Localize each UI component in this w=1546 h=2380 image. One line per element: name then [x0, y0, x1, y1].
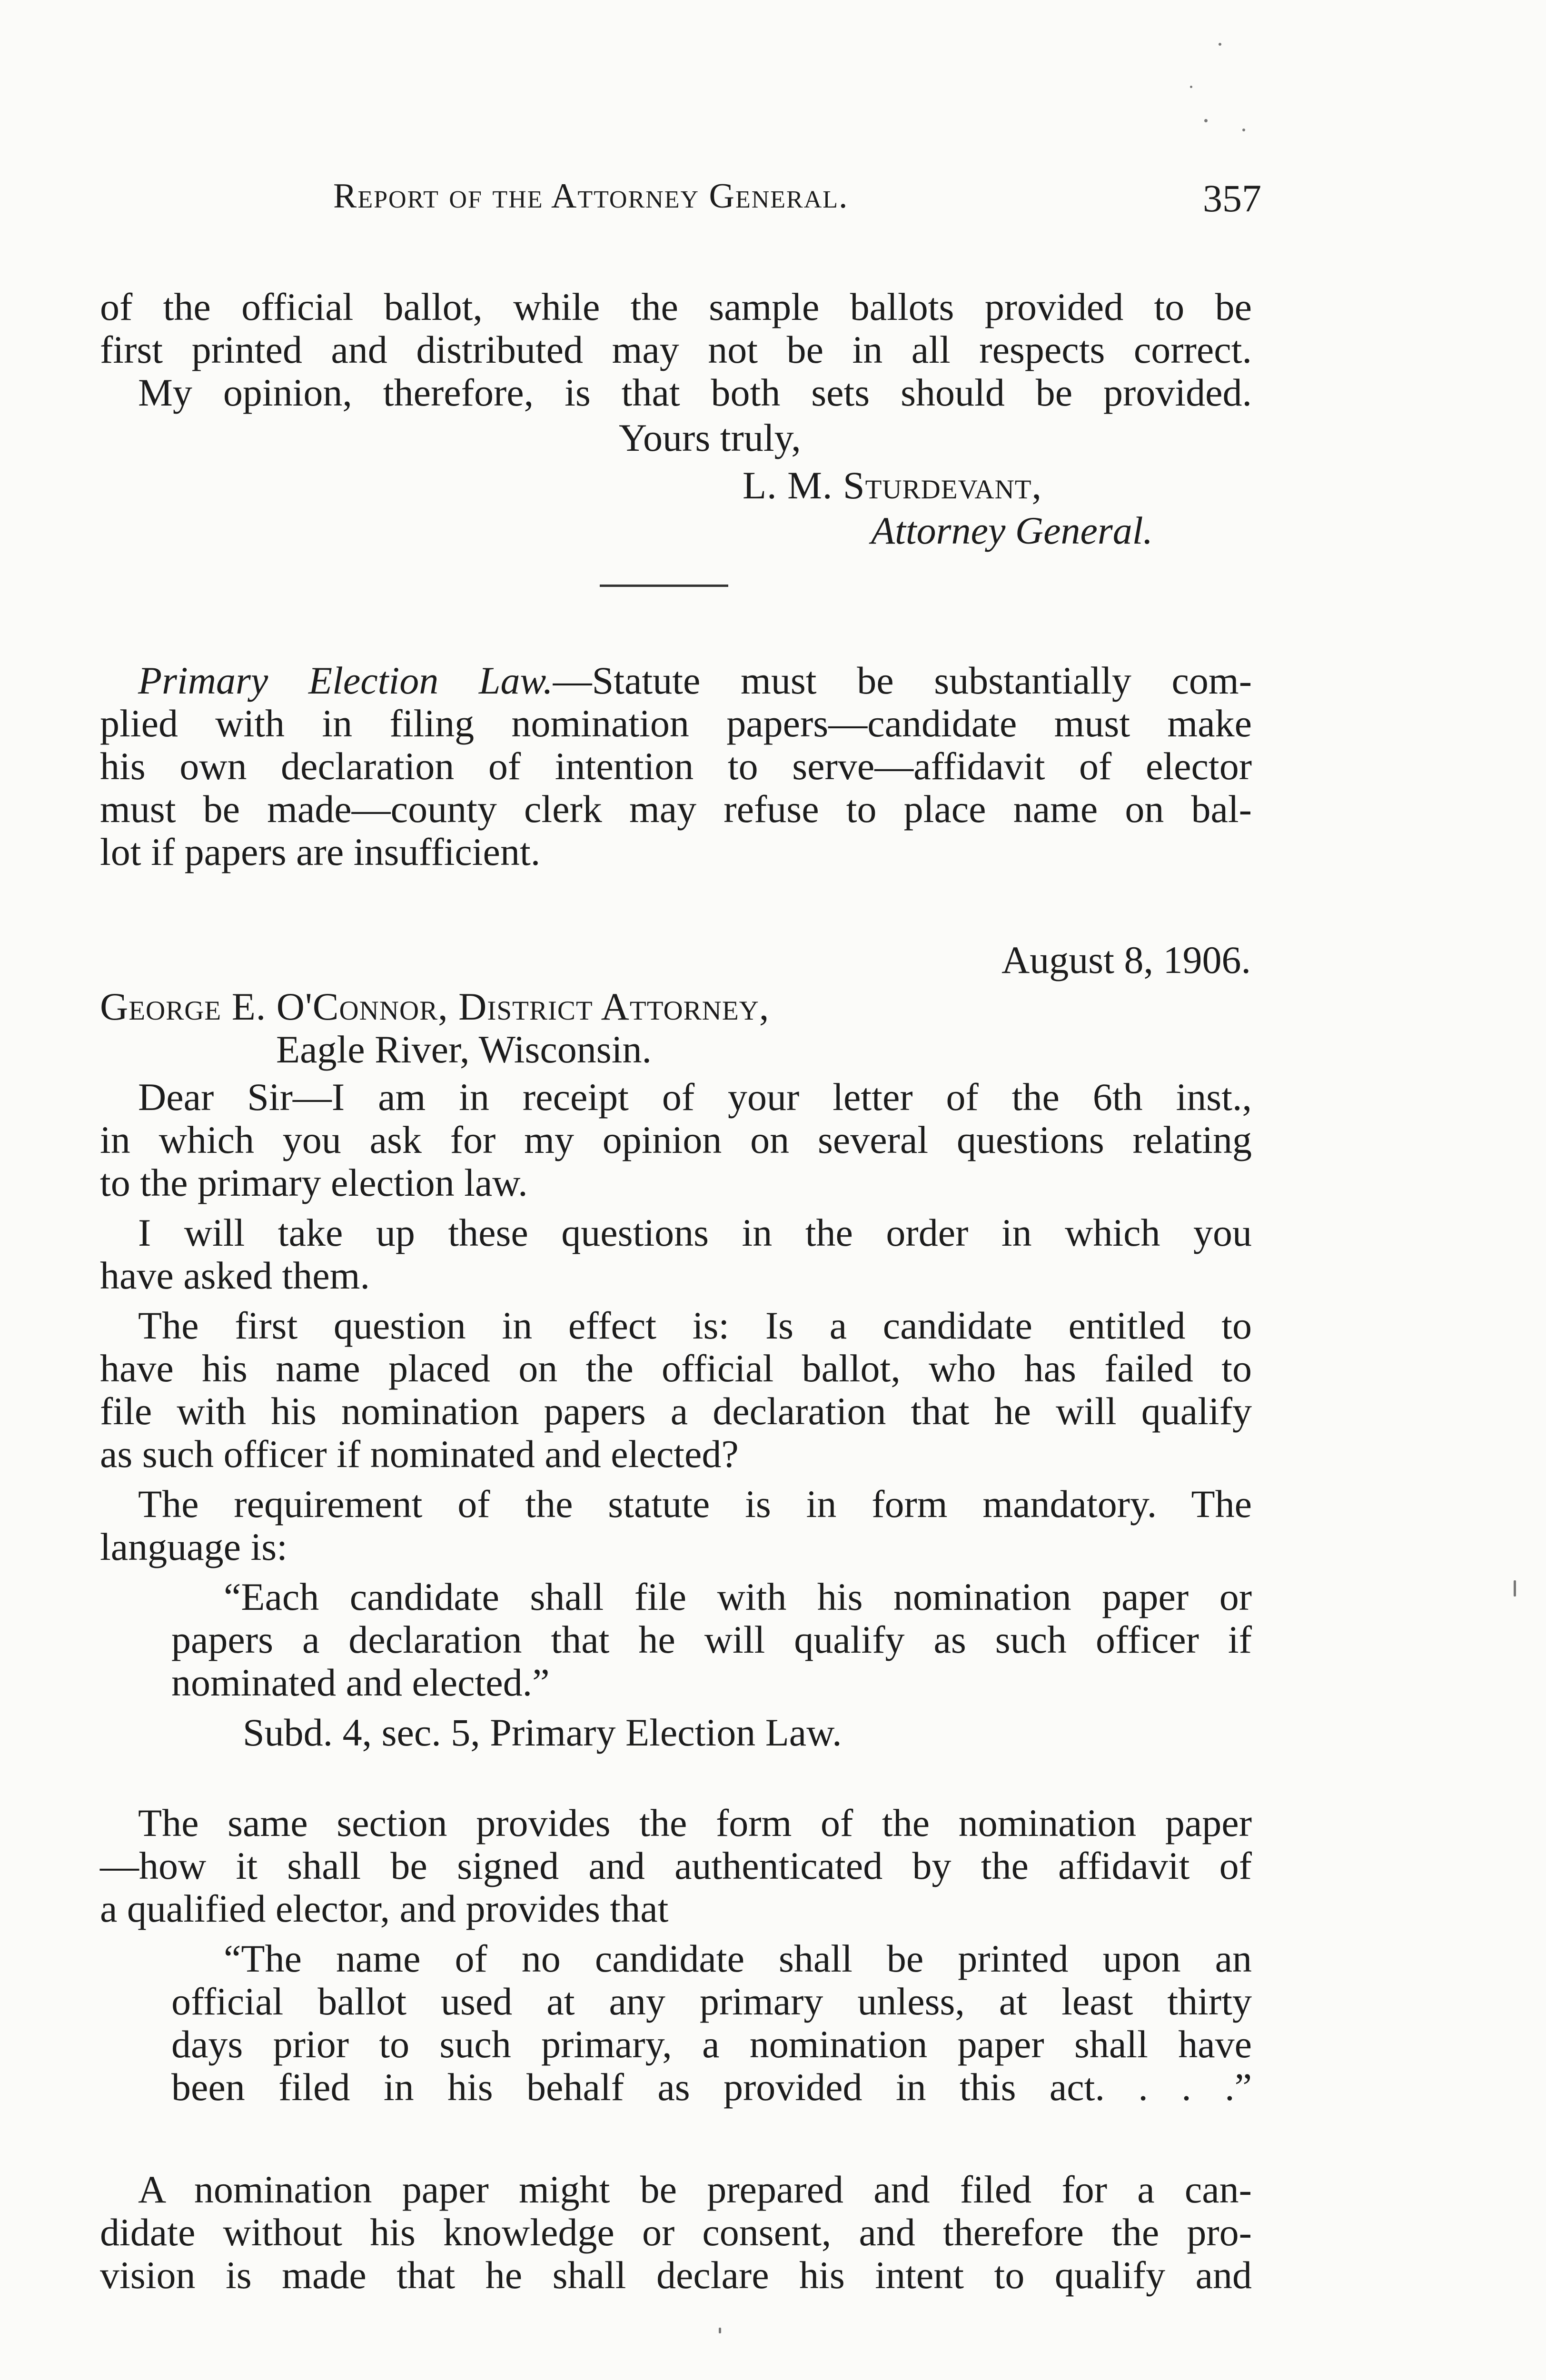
quote-line: “Each candidate shall file with his nomination paper or [224, 1575, 1252, 1618]
body-line: A nomination paper might be prepared and filed for a can- [138, 2168, 1252, 2211]
headnote-title: Primary Election Law. [138, 659, 553, 702]
body-line: Dear Sir—I am in receipt of your letter of the 6th inst., [138, 1075, 1252, 1119]
page-number: 357 [1203, 177, 1261, 220]
body-line: —how it shall be signed and authenticated by the affidavit of [100, 1844, 1252, 1887]
body-line: have asked them. [100, 1254, 370, 1297]
headnote-line: his own declaration of intention to serve—affidavit of elector [100, 744, 1252, 788]
addressee-line: Eagle River, Wisconsin. [276, 1028, 652, 1071]
body-line: first printed and distributed may not be in all respects correct. [100, 328, 1252, 371]
quote-line: been filed in his behalf as provided in this act. . . .” [171, 2065, 1252, 2109]
body-line: a qualified elector, and provides that [100, 1887, 669, 1930]
citation: Subd. 4, sec. 5, Primary Election Law. [243, 1711, 842, 1754]
page-header [333, 176, 1261, 228]
headnote-line: plied with in filing nomination papers—candidate must make [100, 702, 1252, 745]
body-line: as such officer if nominated and elected? [100, 1432, 739, 1476]
body-line: have his name placed on the official ballot, who has failed to [100, 1347, 1252, 1390]
headnote-line: lot if papers are insufficient. [100, 830, 541, 873]
headnote-line-rest: —Statute must be substantially com- [553, 659, 1252, 702]
quote-line: nominated and elected.” [171, 1661, 550, 1704]
body-line: My opinion, therefore, is that both sets should be provided. [138, 371, 1252, 414]
body-line: of the official ballot, while the sample ballots provided to be [100, 285, 1252, 328]
quote-line: “The name of no candidate shall be printed upon an [224, 1937, 1252, 1980]
scan-speck [1242, 129, 1245, 131]
body-line: vision is made that he shall declare his intent to qualify and [100, 2253, 1252, 2297]
body-line: I will take up these questions in the order in which you [138, 1211, 1252, 1254]
body-line: The first question in effect is: Is a candidate entitled to [138, 1304, 1252, 1347]
headnote-line [138, 659, 1252, 702]
closing-salutation: Yours truly, [619, 416, 801, 459]
body-line: The requirement of the statute is in form mandatory. The [138, 1482, 1252, 1526]
scan-speck [1190, 86, 1192, 88]
letter-date: August 8, 1906. [1001, 938, 1251, 982]
signature-name-text: L. M. Sturdevant, [743, 464, 1042, 507]
quote-line: papers a declaration that he will qualify as such officer if [171, 1618, 1252, 1661]
running-head: Report of the Attorney General. [333, 177, 849, 216]
body-line: file with his nomination papers a declaration that he will qualify [100, 1389, 1252, 1433]
addressee-line: George E. O'Connor, District Attorney, [100, 985, 770, 1028]
headnote-line: must be made—county clerk may refuse to place name on bal- [100, 787, 1252, 831]
scan-speck [719, 2328, 721, 2333]
body-line: language is: [100, 1525, 287, 1568]
scan-speck [1514, 1580, 1516, 1597]
signature-name [743, 464, 1042, 507]
scan-speck [1204, 119, 1208, 122]
quote-line: official ballot used at any primary unless, at least thirty [171, 1980, 1252, 2023]
signature-title: Attorney General. [871, 509, 1153, 552]
body-line: to the primary election law. [100, 1161, 528, 1204]
body-line: in which you ask for my opinion on several questions relating [100, 1118, 1252, 1161]
section-divider [600, 585, 728, 587]
quote-line: days prior to such primary, a nomination paper shall have [171, 2023, 1252, 2066]
body-line: The same section provides the form of the nomination paper [138, 1801, 1252, 1844]
body-line: didate without his knowledge or consent, and therefore the pro- [100, 2211, 1252, 2254]
scan-speck [1219, 43, 1221, 46]
